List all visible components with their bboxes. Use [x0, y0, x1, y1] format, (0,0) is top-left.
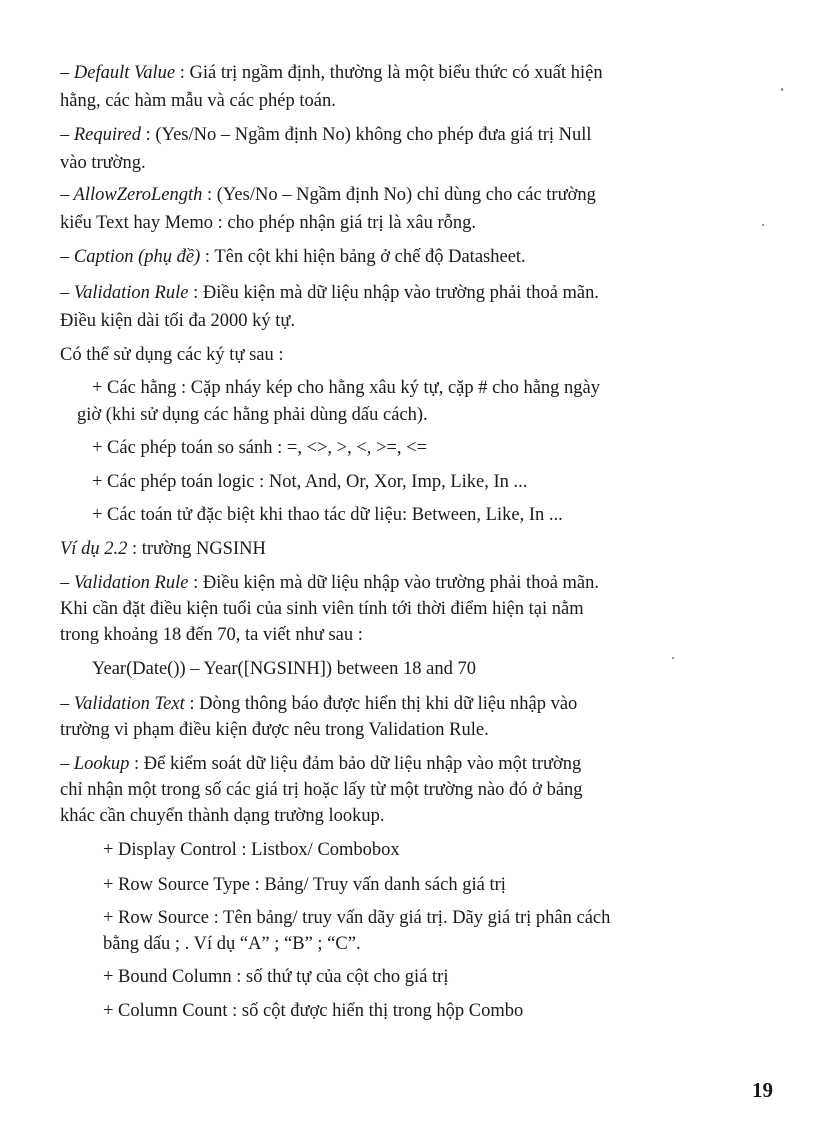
required-line-2: vào trường. [60, 153, 146, 173]
page-number: 19 [752, 1078, 773, 1102]
bullet-logic-ops: + Các phép toán logic : Not, And, Or, Xor, Imp, Like, In ... [92, 472, 528, 492]
default-value-desc: : Giá trị ngầm định, thường là một biểu thức có xuất hiện [175, 63, 603, 83]
caption-desc: : Tên cột khi hiện bảng ở chế độ Datasheet. [200, 247, 526, 267]
validation-text-desc: : Dòng thông báo được hiển thị khi dữ liệu nhập vào [184, 694, 578, 714]
validation-rule-line-2: Điều kiện dài tối đa 2000 ký tự. [60, 311, 296, 331]
caption-term: – Caption (phụ đề) [60, 247, 201, 267]
validation-rule-2-desc: : Điều kiện mà dữ liệu nhập vào trường phải thoả mãn. [188, 573, 600, 593]
example-label: Ví dụ 2.2 [60, 539, 128, 559]
bullet-constants-cont: giờ (khi sử dụng các hằng phải dùng dấu cách). [77, 405, 428, 425]
validation-rule-2-term: – Validation Rule [60, 573, 189, 593]
default-value-line-1 [60, 62, 603, 84]
allow-zero-length-line-2: kiểu Text hay Memo : cho phép nhận giá trị là xâu rỗng. [60, 213, 477, 233]
allow-zero-length-term: – AllowZeroLength [60, 185, 203, 205]
validation-text-term: – Validation Text [60, 694, 185, 714]
validation-rule-2-line-1 [60, 572, 599, 594]
required-line-1 [60, 124, 592, 146]
validation-rule-desc: : Điều kiện mà dữ liệu nhập vào trường phải thoả mãn. [188, 283, 600, 303]
allow-zero-length-line-1 [60, 184, 596, 206]
chars-intro: Có thể sử dụng các ký tự sau : [60, 345, 284, 365]
allow-zero-length-desc: : (Yes/No – Ngầm định No) chỉ dùng cho các trường [202, 185, 596, 205]
bullet-comparison-ops: + Các phép toán so sánh : =, <>, >, <, >=, <= [92, 438, 428, 458]
lookup-line-1 [60, 753, 581, 775]
lookup-term: – Lookup [60, 754, 130, 774]
scan-speck [762, 224, 764, 226]
bullet-row-source-type: + Row Source Type : Bảng/ Truy vấn danh sách giá trị [103, 875, 506, 895]
lookup-desc: : Để kiểm soát dữ liệu đảm bảo dữ liệu nhập vào một trường [129, 754, 582, 774]
bullet-row-source: + Row Source : Tên bảng/ truy vấn dãy giá trị. Dãy giá trị phân cách [103, 908, 611, 928]
required-term: – Required [60, 125, 142, 145]
bullet-row-source-cont: bằng dấu ; . Ví dụ “A” ; “B” ; “C”. [103, 934, 361, 954]
required-desc: : (Yes/No – Ngầm định No) không cho phép đưa giá trị Null [141, 125, 592, 145]
example-rest: : trường NGSINH [127, 539, 266, 559]
bullet-display-control: + Display Control : Listbox/ Combobox [103, 840, 400, 860]
default-value-line-2: hằng, các hàm mẫu và các phép toán. [60, 91, 336, 111]
lookup-line-3: khác cần chuyển thành dạng trường lookup. [60, 806, 385, 826]
lookup-line-2: chỉ nhận một trong số các giá trị hoặc lấy từ một trường nào đó ở bảng [60, 780, 583, 800]
bullet-special-ops: + Các toán tử đặc biệt khi thao tác dữ liệu: Between, Like, In ... [92, 505, 563, 525]
caption-line [60, 246, 526, 268]
validation-text-line-1 [60, 693, 577, 715]
validation-rule-line-1 [60, 282, 599, 304]
bullet-constants: + Các hằng : Cặp nháy kép cho hằng xâu ký tự, cặp # cho hằng ngày [92, 378, 601, 398]
validation-expression: Year(Date()) – Year([NGSINH]) between 18 and 70 [92, 659, 476, 679]
validation-rule-2-line-3: trong khoảng 18 đến 70, ta viết như sau : [60, 625, 363, 645]
scan-speck [781, 88, 783, 91]
bullet-bound-column: + Bound Column : số thứ tự của cột cho giá trị [103, 967, 449, 987]
validation-text-line-2: trường vi phạm điều kiện được nêu trong Validation Rule. [60, 720, 489, 740]
example-heading [60, 538, 266, 560]
validation-rule-2-line-2: Khi cần đặt điều kiện tuổi của sinh viên tính tới thời điểm hiện tại nằm [60, 599, 584, 619]
validation-rule-term: – Validation Rule [60, 283, 189, 303]
bullet-column-count: + Column Count : số cột được hiển thị trong hộp Combo [103, 1001, 524, 1021]
scan-speck [672, 657, 674, 659]
default-value-term: – Default Value [60, 63, 176, 83]
